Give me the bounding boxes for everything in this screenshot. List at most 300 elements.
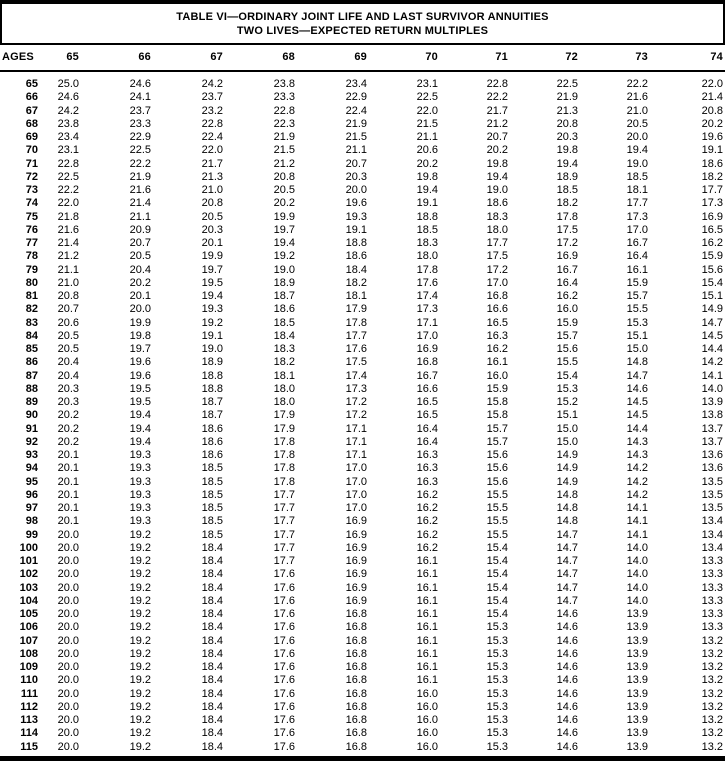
- value-cell: 18.4: [201, 581, 223, 594]
- value-cell: 20.1: [57, 502, 79, 514]
- value-cell: 16.7: [416, 369, 438, 382]
- value-cell: 13.3: [701, 621, 723, 634]
- value-cell: 22.0: [201, 144, 223, 157]
- age-cell: 84: [25, 329, 38, 342]
- value-cell: 17.9: [273, 409, 295, 422]
- value-cell: 14.8: [556, 502, 578, 514]
- value-cell: 18.3: [273, 343, 295, 355]
- age-cell: 103: [19, 581, 38, 594]
- value-cell: 17.7: [273, 541, 295, 554]
- value-cell: 22.5: [57, 170, 79, 183]
- value-cell: 18.5: [201, 528, 223, 541]
- value-cell: 16.1: [486, 356, 508, 369]
- value-cell: 18.7: [273, 290, 295, 302]
- value-cell: 14.6: [556, 674, 578, 687]
- value-cell: 19.0: [486, 184, 508, 196]
- age-cell: 82: [25, 303, 38, 316]
- value-cell: 20.7: [57, 303, 79, 316]
- age-cell: 79: [25, 263, 38, 276]
- age-cell: 76: [25, 223, 38, 236]
- value-cell: 16.9: [345, 515, 367, 528]
- value-cell: 19.3: [129, 515, 151, 528]
- table-row: [0, 661, 725, 674]
- value-cell: 14.6: [556, 714, 578, 726]
- value-cell: 13.2: [701, 727, 723, 740]
- table-row: [0, 542, 725, 555]
- table-row: [0, 105, 725, 118]
- value-cell: 22.2: [486, 91, 508, 104]
- value-cell: 13.6: [701, 462, 723, 475]
- value-cell: 16.2: [416, 488, 438, 501]
- value-cell: 16.2: [416, 528, 438, 541]
- age-cell: 100: [19, 541, 38, 554]
- value-cell: 20.6: [416, 144, 438, 157]
- value-cell: 18.5: [201, 502, 223, 514]
- value-cell: 17.2: [556, 237, 578, 249]
- value-cell: 14.4: [626, 422, 648, 435]
- value-cell: 19.2: [129, 581, 151, 594]
- value-cell: 16.7: [626, 237, 648, 249]
- value-cell: 17.7: [626, 197, 648, 210]
- value-cell: 13.7: [701, 435, 723, 448]
- age-cell: 105: [19, 608, 38, 620]
- table-row: [0, 224, 725, 237]
- column-header-73: 73: [580, 45, 650, 71]
- age-cell: 95: [25, 475, 38, 488]
- value-cell: 24.2: [201, 78, 223, 90]
- age-cell: 81: [25, 290, 38, 302]
- value-cell: 23.2: [201, 104, 223, 117]
- value-cell: 15.9: [556, 316, 578, 329]
- value-cell: 23.7: [201, 91, 223, 104]
- age-cell: 108: [19, 647, 38, 660]
- value-cell: 18.9: [201, 356, 223, 369]
- table-row: [0, 250, 725, 263]
- value-cell: 14.0: [626, 541, 648, 554]
- table-row: [0, 370, 725, 383]
- column-header-74: 74: [650, 45, 725, 71]
- value-cell: 19.6: [701, 131, 723, 143]
- table-row: [0, 449, 725, 462]
- value-cell: 18.6: [201, 422, 223, 435]
- value-cell: 16.2: [701, 237, 723, 249]
- value-cell: 16.1: [626, 263, 648, 276]
- table-row: [0, 303, 725, 316]
- value-cell: 16.8: [345, 740, 367, 753]
- value-cell: 21.2: [486, 117, 508, 130]
- value-cell: 19.9: [201, 250, 223, 263]
- value-cell: 14.1: [701, 369, 723, 382]
- value-cell: 18.7: [201, 396, 223, 408]
- table-row: [0, 714, 725, 727]
- value-cell: 16.8: [345, 661, 367, 673]
- value-cell: 13.6: [701, 449, 723, 461]
- value-cell: 17.6: [273, 568, 295, 581]
- table-row: [0, 701, 725, 714]
- age-cell: 97: [25, 502, 38, 514]
- value-cell: 21.3: [556, 104, 578, 117]
- value-cell: 19.2: [129, 674, 151, 687]
- value-cell: 13.9: [626, 727, 648, 740]
- value-cell: 15.4: [486, 555, 508, 567]
- value-cell: 15.3: [486, 674, 508, 687]
- value-cell: 17.8: [273, 435, 295, 448]
- value-cell: 21.9: [345, 117, 367, 130]
- table-row: [0, 211, 725, 224]
- value-cell: 15.4: [486, 608, 508, 620]
- value-cell: 20.1: [57, 515, 79, 528]
- value-cell: 14.2: [626, 475, 648, 488]
- value-cell: 17.6: [273, 700, 295, 713]
- value-cell: 16.2: [416, 541, 438, 554]
- age-cell: 89: [25, 396, 38, 408]
- value-cell: 18.7: [201, 409, 223, 422]
- value-cell: 13.9: [626, 714, 648, 726]
- value-cell: 19.8: [416, 170, 438, 183]
- value-cell: 21.4: [57, 237, 79, 249]
- value-cell: 21.0: [201, 184, 223, 196]
- value-cell: 18.5: [416, 223, 438, 236]
- value-cell: 16.9: [345, 528, 367, 541]
- table-row: [0, 489, 725, 502]
- value-cell: 18.4: [201, 727, 223, 740]
- value-cell: 14.5: [626, 409, 648, 422]
- value-cell: 20.0: [57, 687, 79, 700]
- value-cell: 13.9: [626, 634, 648, 647]
- value-cell: 20.2: [57, 422, 79, 435]
- value-cell: 15.4: [556, 369, 578, 382]
- value-cell: 13.2: [701, 700, 723, 713]
- value-cell: 20.3: [201, 223, 223, 236]
- value-cell: 14.5: [626, 396, 648, 408]
- value-cell: 20.0: [57, 661, 79, 673]
- value-cell: 17.2: [345, 396, 367, 408]
- age-cell: 99: [25, 528, 38, 541]
- value-cell: 13.9: [626, 621, 648, 634]
- value-cell: 17.1: [345, 435, 367, 448]
- value-cell: 13.4: [701, 541, 723, 554]
- value-cell: 19.2: [129, 608, 151, 620]
- value-cell: 13.3: [701, 568, 723, 581]
- value-cell: 19.4: [626, 144, 648, 157]
- value-cell: 16.8: [345, 634, 367, 647]
- value-cell: 19.5: [129, 396, 151, 408]
- value-cell: 19.4: [556, 157, 578, 170]
- value-cell: 17.0: [486, 276, 508, 289]
- value-cell: 21.5: [416, 117, 438, 130]
- value-cell: 20.0: [57, 581, 79, 594]
- value-cell: 16.9: [345, 555, 367, 567]
- value-cell: 16.0: [556, 303, 578, 316]
- age-cell: 106: [19, 621, 38, 634]
- value-cell: 20.0: [626, 131, 648, 143]
- value-cell: 21.1: [129, 210, 151, 223]
- age-cell: 71: [25, 157, 38, 170]
- age-cell: 77: [25, 237, 38, 249]
- value-cell: 19.2: [129, 528, 151, 541]
- value-cell: 15.6: [556, 343, 578, 355]
- value-cell: 18.5: [201, 488, 223, 501]
- table-row: [0, 91, 725, 104]
- value-cell: 19.7: [129, 343, 151, 355]
- value-cell: 18.1: [345, 290, 367, 302]
- value-cell: 20.0: [57, 541, 79, 554]
- value-cell: 23.7: [129, 104, 151, 117]
- value-cell: 17.8: [556, 210, 578, 223]
- value-cell: 21.7: [486, 104, 508, 117]
- value-cell: 18.4: [345, 263, 367, 276]
- value-cell: 17.8: [273, 449, 295, 461]
- value-cell: 19.4: [486, 170, 508, 183]
- column-header-65: 65: [40, 45, 81, 71]
- value-cell: 14.7: [556, 594, 578, 607]
- value-cell: 18.4: [273, 329, 295, 342]
- value-cell: 18.5: [273, 316, 295, 329]
- value-cell: 17.7: [273, 502, 295, 514]
- value-cell: 20.0: [57, 700, 79, 713]
- value-cell: 15.5: [486, 528, 508, 541]
- value-cell: 13.9: [626, 700, 648, 713]
- value-cell: 15.5: [556, 356, 578, 369]
- value-cell: 20.8: [57, 290, 79, 302]
- table-title: [0, 4, 725, 45]
- value-cell: 16.2: [486, 343, 508, 355]
- table-row: [0, 462, 725, 475]
- value-cell: 16.9: [345, 594, 367, 607]
- value-cell: 14.6: [556, 634, 578, 647]
- value-cell: 15.7: [486, 422, 508, 435]
- value-cell: 20.7: [129, 237, 151, 249]
- value-cell: 22.5: [416, 91, 438, 104]
- value-cell: 17.1: [345, 422, 367, 435]
- value-cell: 21.4: [701, 91, 723, 104]
- value-cell: 22.9: [345, 91, 367, 104]
- value-cell: 21.9: [556, 91, 578, 104]
- value-cell: 16.6: [486, 303, 508, 316]
- value-cell: 18.3: [416, 237, 438, 249]
- value-cell: 20.0: [57, 740, 79, 753]
- value-cell: 17.3: [626, 210, 648, 223]
- value-cell: 20.4: [57, 356, 79, 369]
- value-cell: 23.1: [57, 144, 79, 157]
- value-cell: 21.3: [201, 170, 223, 183]
- age-cell: 75: [25, 210, 38, 223]
- table-row: [0, 423, 725, 436]
- table-row: [0, 383, 725, 396]
- value-cell: 22.2: [626, 78, 648, 90]
- column-header-67: 67: [153, 45, 225, 71]
- value-cell: 16.0: [416, 687, 438, 700]
- value-cell: 13.4: [701, 515, 723, 528]
- age-cell: 115: [20, 740, 38, 753]
- value-cell: 15.3: [626, 316, 648, 329]
- value-cell: 19.8: [486, 157, 508, 170]
- value-cell: 19.4: [129, 435, 151, 448]
- table-body: [0, 71, 725, 754]
- value-cell: 18.4: [201, 541, 223, 554]
- table-row: [0, 568, 725, 581]
- value-cell: 16.7: [556, 263, 578, 276]
- value-cell: 22.2: [129, 157, 151, 170]
- value-cell: 21.5: [273, 144, 295, 157]
- value-cell: 14.6: [626, 382, 648, 395]
- value-cell: 14.7: [556, 541, 578, 554]
- value-cell: 15.4: [486, 581, 508, 594]
- value-cell: 15.1: [626, 329, 648, 342]
- value-cell: 19.2: [129, 634, 151, 647]
- value-cell: 20.8: [201, 197, 223, 210]
- annuity-table: [0, 45, 725, 754]
- value-cell: 13.4: [701, 528, 723, 541]
- value-cell: 18.4: [201, 661, 223, 673]
- value-cell: 22.5: [129, 144, 151, 157]
- value-cell: 17.8: [345, 316, 367, 329]
- value-cell: 19.3: [129, 462, 151, 475]
- value-cell: 17.6: [273, 674, 295, 687]
- value-cell: 18.4: [201, 568, 223, 581]
- value-cell: 21.2: [273, 157, 295, 170]
- value-cell: 13.3: [701, 581, 723, 594]
- value-cell: 20.1: [129, 290, 151, 302]
- value-cell: 16.5: [416, 396, 438, 408]
- table-row: [0, 502, 725, 515]
- value-cell: 13.3: [701, 555, 723, 567]
- age-cell: 85: [25, 343, 38, 355]
- value-cell: 17.7: [273, 555, 295, 567]
- value-cell: 19.2: [129, 727, 151, 740]
- value-cell: 15.5: [486, 515, 508, 528]
- value-cell: 16.8: [345, 621, 367, 634]
- value-cell: 16.9: [345, 581, 367, 594]
- value-cell: 21.6: [57, 223, 79, 236]
- table-row: [0, 436, 725, 449]
- value-cell: 17.6: [273, 581, 295, 594]
- value-cell: 17.6: [345, 343, 367, 355]
- value-cell: 20.0: [57, 674, 79, 687]
- value-cell: 14.1: [626, 528, 648, 541]
- value-cell: 18.8: [345, 237, 367, 249]
- value-cell: 13.2: [701, 634, 723, 647]
- value-cell: 20.1: [201, 237, 223, 249]
- value-cell: 14.6: [556, 740, 578, 753]
- value-cell: 20.2: [57, 409, 79, 422]
- table-row: [0, 277, 725, 290]
- value-cell: 17.3: [701, 197, 723, 210]
- value-cell: 16.0: [416, 727, 438, 740]
- value-cell: 17.6: [273, 594, 295, 607]
- value-cell: 18.6: [345, 250, 367, 263]
- table-row: [0, 515, 725, 528]
- value-cell: 18.6: [486, 197, 508, 210]
- value-cell: 18.0: [486, 223, 508, 236]
- value-cell: 23.8: [273, 78, 295, 90]
- value-cell: 19.1: [345, 223, 367, 236]
- value-cell: 22.8: [486, 78, 508, 90]
- table-row: [0, 184, 725, 197]
- value-cell: 14.7: [701, 316, 723, 329]
- value-cell: 18.2: [345, 276, 367, 289]
- value-cell: 20.0: [57, 608, 79, 620]
- value-cell: 22.8: [273, 104, 295, 117]
- value-cell: 19.5: [129, 382, 151, 395]
- table-row: [0, 648, 725, 661]
- value-cell: 21.6: [626, 91, 648, 104]
- value-cell: 20.0: [57, 594, 79, 607]
- value-cell: 17.1: [345, 449, 367, 461]
- value-cell: 15.5: [486, 502, 508, 514]
- value-cell: 13.9: [626, 661, 648, 673]
- value-cell: 17.4: [345, 369, 367, 382]
- value-cell: 19.2: [129, 661, 151, 673]
- value-cell: 17.4: [416, 290, 438, 302]
- value-cell: 15.6: [701, 263, 723, 276]
- value-cell: 16.1: [416, 594, 438, 607]
- value-cell: 21.4: [129, 197, 151, 210]
- value-cell: 13.7: [701, 422, 723, 435]
- value-cell: 16.2: [416, 515, 438, 528]
- age-cell: 92: [25, 435, 38, 448]
- value-cell: 18.5: [201, 515, 223, 528]
- value-cell: 24.2: [57, 104, 79, 117]
- value-cell: 17.7: [273, 488, 295, 501]
- value-cell: 20.0: [129, 303, 151, 316]
- value-cell: 15.9: [626, 276, 648, 289]
- value-cell: 15.4: [486, 541, 508, 554]
- value-cell: 14.6: [556, 621, 578, 634]
- value-cell: 21.5: [345, 131, 367, 143]
- table-row: [0, 727, 725, 740]
- value-cell: 18.8: [201, 369, 223, 382]
- header-row: [0, 45, 725, 71]
- value-cell: 21.8: [57, 210, 79, 223]
- value-cell: 23.1: [416, 78, 438, 90]
- value-cell: 19.3: [129, 449, 151, 461]
- value-cell: 13.9: [626, 647, 648, 660]
- value-cell: 18.4: [201, 687, 223, 700]
- value-cell: 19.2: [129, 541, 151, 554]
- value-cell: 19.7: [273, 223, 295, 236]
- age-cell: 90: [25, 409, 38, 422]
- value-cell: 17.3: [416, 303, 438, 316]
- value-cell: 15.3: [486, 647, 508, 660]
- value-cell: 17.9: [273, 422, 295, 435]
- value-cell: 16.8: [345, 674, 367, 687]
- table-row: [0, 621, 725, 634]
- value-cell: 15.5: [486, 488, 508, 501]
- value-cell: 19.3: [345, 210, 367, 223]
- value-cell: 20.0: [57, 647, 79, 660]
- age-cell: 110: [20, 674, 38, 687]
- value-cell: 15.8: [486, 396, 508, 408]
- value-cell: 17.9: [345, 303, 367, 316]
- value-cell: 16.3: [416, 449, 438, 461]
- value-cell: 14.9: [701, 303, 723, 316]
- value-cell: 15.3: [486, 714, 508, 726]
- table-row: [0, 608, 725, 621]
- age-cell: 86: [25, 356, 38, 369]
- value-cell: 22.0: [416, 104, 438, 117]
- value-cell: 22.4: [201, 131, 223, 143]
- value-cell: 18.6: [201, 449, 223, 461]
- table-row: [0, 158, 725, 171]
- table-row: [0, 171, 725, 184]
- value-cell: 14.6: [556, 700, 578, 713]
- value-cell: 16.1: [416, 568, 438, 581]
- age-cell: 72: [25, 170, 38, 183]
- table-row: [0, 741, 725, 754]
- value-cell: 18.4: [201, 594, 223, 607]
- value-cell: 19.2: [129, 700, 151, 713]
